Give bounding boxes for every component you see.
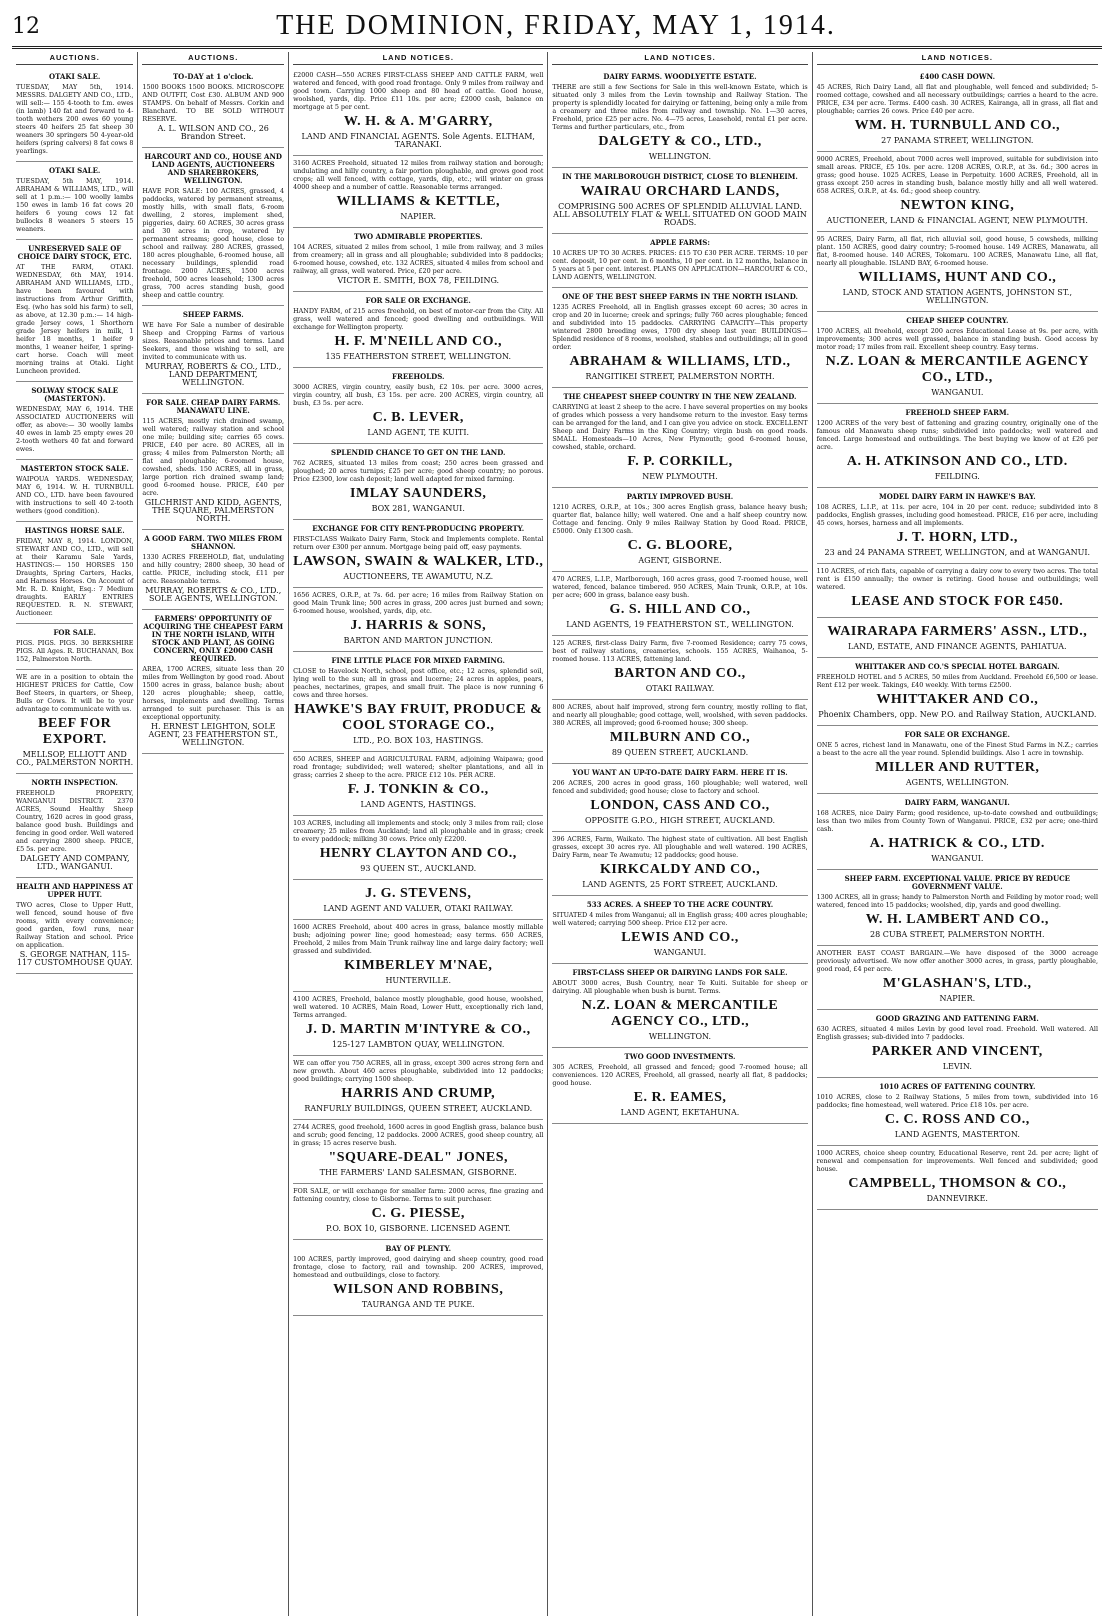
section-header: LAND NOTICES. [293, 54, 543, 65]
advertiser-address: HUNTERVILLE. [385, 976, 452, 985]
advertiser-name: LAWSON, SWAIN & WALKER, LTD., [293, 554, 544, 569]
ad-subheading: ONE OF THE BEST SHEEP FARMS IN THE NORTH ISLAND. [562, 292, 798, 301]
advertisement [817, 488, 1098, 564]
advertiser-name: NEWTON KING, [900, 198, 1015, 213]
advertiser-address: P.O. BOX 10, GISBORNE. LICENSED AGENT. [326, 1224, 511, 1233]
advertiser-address: OPPOSITE G.P.O., HIGH STREET, AUCKLAND. [584, 816, 776, 825]
advertisement [293, 368, 543, 444]
ad-body: FOR SALE, or will exchange for smaller farm: 2000 acres, fine grazing and fattening country, close to Gisborne. Terms to suit purchaser. [293, 1187, 544, 1203]
section-header: LAND NOTICES. [552, 54, 807, 65]
advertisement [142, 610, 284, 754]
advertisement [552, 700, 807, 764]
ad-body: 95 ACRES, Dairy Farm, all flat, rich alluvial soil, good house, 5 cowsheds, milking plant. 150 ACRES, good dairy country; 5-roomed house. 149 ACRES, Manawatu, all flat, 8-roomed house. 140 ACRES, Tokomaru. 100 ACRES, Manawatu Line, all flat, nearly all ploughable. ISLAND BAY, 6-roomed house. [816, 235, 1098, 267]
advertiser-address: LAND AGENT, EKETAHUNA. [620, 1108, 740, 1117]
advertisement [293, 752, 543, 816]
advertiser-name: LONDON, CASS AND CO., [590, 798, 770, 813]
advertisement [16, 68, 133, 162]
advertisement [293, 156, 543, 228]
ad-body: ONE 5 acres, richest land in Manawatu, one of the Finest Stud Farms in N.Z.; carries a beast to the acre all the year round. Splendid buildings. Also 1 acre in township. [816, 741, 1098, 757]
ad-subheading: SOLWAY STOCK SALE (MASTERTON). [31, 386, 119, 403]
advertiser-name: WAIRARAPA FARMERS' ASSN., LTD., [827, 624, 1088, 639]
advertisement [817, 1078, 1098, 1146]
ad-body: 1300 ACRES, all in grass; handy to Palmerston North and Feilding by motor road; well watered, fenced into 15 paddocks; woolshed, dip, yards and good dwelling. [816, 893, 1098, 909]
advertiser-address: LAND AGENT AND VALUER, OTAKI RAILWAY. [323, 904, 514, 913]
ad-subheading: 533 ACRES. A SHEEP TO THE ACRE COUNTRY. [586, 900, 774, 909]
ad-subheading: CHEAP SHEEP COUNTRY. [906, 316, 1009, 325]
advertisement [552, 896, 807, 964]
ad-subheading: IN THE MARLBOROUGH DISTRICT, CLOSE TO BLENHEIM. [562, 172, 798, 181]
advertiser-name: G. S. HILL AND CO., [609, 602, 751, 617]
advertisement [552, 288, 807, 388]
advertisement [552, 388, 807, 488]
advertisement [293, 1056, 543, 1120]
ad-subheading: EXCHANGE FOR CITY RENT-PRODUCING PROPERTY. [312, 524, 525, 533]
advertisement [552, 636, 807, 700]
ad-body: CARRYING at least 2 sheep to the acre. I have several properties on my books of grades which possess a very handsome return to the investor. Easy terms can be arranged for the land, and I can give you advice on stock. EXCELLENT Sheep and Dairy Farms in the King Country; virgin bush on good roads. SMALL Homesteads—10 Acres, New Plymouth; good 6-roomed house, cowshed, stable, orchard. [552, 403, 808, 451]
advertiser-address: LAND AGENTS, 19 FEATHERSTON ST., WELLINGTON. [566, 620, 794, 629]
ad-body: 1500 BOOKS 1500 BOOKS. MICROSCOPE AND OUTFIT, Cost £30. ALBUM AND 900 STAMPS. On behalf of Messrs. Corkin and Blanchard. TO BE SOLD WITHOUT RESERVE. [142, 83, 285, 123]
advertiser-address: MURRAY, ROBERTS & CO., LTD., LAND DEPARTMENT, WELLINGTON. [145, 362, 282, 387]
ad-subheading: BAY OF PLENTY. [385, 1244, 452, 1253]
advertisement [552, 572, 807, 636]
advertiser-name: F. J. TONKIN & CO., [347, 782, 489, 797]
ad-body: CLOSE to Havelock North, school, post office, etc.; 12 acres, splendid soil, lying well to the sun; all in grass and lucerne; 24 acres in apples, pears, peaches, nectarines, grapes, and small fruit. The place is now running 6 cows and three horses. [293, 667, 544, 699]
ad-body: 125 ACRES, first-class Dairy Farm, five 7-roomed Residence; carry 75 cows, best of railway stations, creameries, schools. 155 ACRES, Waihanoa, 5-roomed house. 113 ACRES, fattening land. [552, 639, 808, 663]
advertisement [293, 1120, 543, 1184]
ad-body: TWO acres, Close to Upper Hutt, well fenced, sound house of five rooms, with every convenience; good garden, fowl runs, near Railway Station and school. Price on application. [16, 901, 134, 949]
ad-body: 1600 ACRES Freehold, about 400 acres in grass, balance mostly millable bush; adjoining power line; good homestead; easy terms. 650 ACRES, Freehold, 2 miles from Main Trunk railway line and large dairy factory; well grassed and subdivided. [293, 923, 544, 955]
advertisement [817, 870, 1098, 946]
advertiser-name: MILLER AND RUTTER, [875, 760, 1040, 775]
advertiser-address: H. ERNEST LEIGHTON, SOLE AGENT, 23 FEATHERSTON ST., WELLINGTON. [148, 722, 278, 747]
ad-body: 168 ACRES, nice Dairy Farm; good residence, up-to-date cowshed and outbuildings; less than two miles from County Town of Wanganui. PRICE, £32 per acre; one-third cash. [816, 809, 1098, 833]
ad-subheading: TWO ADMIRABLE PROPERTIES. [353, 232, 483, 241]
advertiser-name: HAWKE'S BAY FRUIT, PRODUCE & COOL STORAGE CO., [294, 702, 543, 733]
advertiser-address: WELLINGTON. [648, 1032, 712, 1041]
advertiser-address: COMPRISING 500 ACRES OF SPLENDID ALLUVIAL LAND. ALL ABSOLUTELY FLAT & WELL SITUATED ON GOOD MAIN ROADS. [553, 202, 807, 227]
ad-subheading: FREEHOLD SHEEP FARM. [905, 408, 1010, 417]
advertiser-name: J. G. STEVENS, [365, 886, 472, 901]
advertisement [16, 382, 133, 460]
advertisement [142, 394, 284, 530]
advertisement [817, 312, 1098, 404]
ad-subheading: £400 CASH DOWN. [919, 72, 996, 81]
advertiser-name: E. R. EAMES, [633, 1090, 727, 1105]
section-header: LAND NOTICES. [817, 54, 1098, 65]
ad-subheading: 1010 ACRES OF FATTENING COUNTRY. [879, 1082, 1036, 1091]
ad-subheading: HARCOURT AND CO., HOUSE AND LAND AGENTS, AUCTIONEERS AND SHAREBROKERS, WELLINGTON. [144, 152, 282, 185]
advertiser-name: IMLAY SAUNDERS, [350, 486, 487, 501]
advertiser-address: LAND AND FINANCIAL AGENTS. Sole Agents. ELTHAM, TARANAKI. [301, 132, 535, 149]
advertiser-address: S. GEORGE NATHAN, 115-117 CUSTOMHOUSE QUAY. [16, 950, 133, 967]
advertiser-address: RANFURLY BUILDINGS, QUEEN STREET, AUCKLAND. [304, 1104, 533, 1113]
ad-body: 3160 ACRES Freehold, situated 12 miles from railway station and borough; undulating and hilly country, a fair portion ploughable, and grows good root crops; all well fenced, with cottage, yards, dip, etc.; will winter on grass 4000 sheep and a number of cattle. Reasonable terms arranged. [293, 159, 544, 191]
ad-body: 1000 ACRES, choice sheep country, Educational Reserve, rent 2d. per acre; light of renewal and compensation for improvements. Well fenced and subdivided; good house. [816, 1149, 1098, 1173]
advertiser-name: MILBURN AND CO., [609, 730, 751, 745]
advertisement [817, 618, 1098, 658]
ad-subheading: GOOD GRAZING AND FATTENING FARM. [875, 1014, 1039, 1023]
ad-body: 9000 ACRES, Freehold, about 7000 acres well improved, suitable for subdivision into small areas. PRICE, £5 10s. per acre. 1208 ACRES, O.R.P., at 3s. 6d.; 300 acres in grass; good house. 1025 ACRES, Lease in Perpetuity. 1600 ACRES, Freehold, all in grass except 250 acres in standing bush, balance mostly hilly and all well watered. 658 ACRES, O.R.P., at 4s. 6d.; good sheep country. [816, 155, 1098, 195]
advertiser-address: LTD., P.O. BOX 103, HASTINGS. [353, 736, 484, 745]
advertisement [142, 68, 284, 148]
advertisement [552, 764, 807, 832]
advertisement [293, 1184, 543, 1240]
ad-body: 108 ACRES, L.I.P., at 11s. per acre, 104 in 20 per cent. reduce; subdivided into 8 paddocks, English grasses, including good homestead. PRICE, £16 per acre, including 45 cows, horses, harness and all implements. [816, 503, 1098, 527]
advertiser-name: KIRKCALDY AND CO., [599, 862, 761, 877]
ad-subheading: FINE LITTLE PLACE FOR MIXED FARMING. [331, 656, 505, 665]
ad-subheading: MASTERTON STOCK SALE. [20, 464, 129, 473]
ad-body: 104 ACRES, situated 2 miles from school, 1 mile from railway, and 3 miles from creamery; all in grass and all ploughable; subdivided into 8 paddocks; 6-roomed house, cowshed, etc. 132 ACRES, situated 4 miles from school and railway, all grass, well watered. Price, £20 per acre. [293, 243, 544, 275]
ad-body: £2000 CASH—550 ACRES FIRST-CLASS SHEEP AND CATTLE FARM, well watered and fenced, with good road frontage. Only 9 miles from railway and good town. Carrying 1000 sheep and 80 head of cattle. Good house, woolshed, yards, dip. Price £11 10s. per acre; £2000 cash, balance on mortgage at 5 per cent. [293, 71, 544, 111]
advertiser-name: ABRAHAM & WILLIAMS, LTD., [569, 354, 791, 369]
advertisement [817, 68, 1098, 152]
advertisement [817, 946, 1098, 1010]
advertiser-address: FEILDING. [934, 472, 980, 481]
ad-body: 1700 ACRES, all freehold, except 200 acres Educational Lease at 9s. per acre, with improvements; 300 acres well grassed, balance in standing bush. Good access by motor road; 17 miles from rail. Excellent sheep country. Easy terms. [816, 327, 1098, 351]
advertiser-address: OTAKI RAILWAY. [645, 684, 715, 693]
ad-body: 103 ACRES, including all implements and stock; only 3 miles from rail; close creamery; 25 miles from Auckland; land all ploughable and in grass; creek to every paddock; milking 30 cows. Price only £2200. [293, 819, 544, 843]
advertiser-address: LAND AGENTS, 25 FORT STREET, AUCKLAND. [582, 880, 778, 889]
ad-body: 630 ACRES, situated 4 miles Levin by good level road. Freehold. Well watered. All English grasses; sub-divided into 7 paddocks. [816, 1025, 1098, 1041]
ad-body: 100 ACRES, partly improved, good dairying and sheep country, good road frontage, close to factory, rail and township. 200 ACRES, improved, homestead and outbuildings, close to factory. [293, 1255, 544, 1279]
advertiser-address: NEW PLYMOUTH. [642, 472, 718, 481]
advertiser-name: BEEF FOR EXPORT. [38, 716, 112, 747]
ad-subheading: FIRST-CLASS SHEEP OR DAIRYING LANDS FOR SALE. [572, 968, 788, 977]
ad-body: 650 ACRES, SHEEP and AGRICULTURAL FARM, adjoining Waipawa; good road frontage; subdivided; well watered; shelter plantations, and all in grass; carries 2 sheep to the acre. PRICE £12 10s. PER ACRE. [293, 755, 544, 779]
advertisement [293, 880, 543, 920]
advertiser-address: DANNEVIRKE. [926, 1194, 988, 1203]
advertisement [552, 832, 807, 896]
ad-body: WE have For Sale a number of desirable Sheep and Cropping Farms of various sizes. Reasonable prices and terms. Land Seekers, and those wishing to sell, are invited to communicate with us. [142, 321, 285, 361]
advertiser-address: 89 QUEEN STREET, AUCKLAND. [611, 748, 749, 757]
advertisement [16, 878, 133, 974]
advertiser-name: J. T. HORN, LTD., [896, 530, 1018, 545]
ad-subheading: A GOOD FARM. TWO MILES FROM SHANNON. [144, 534, 283, 551]
advertiser-address: BOX 281, WANGANUI. [371, 504, 465, 513]
ad-subheading: MODEL DAIRY FARM IN HAWKE'S BAY. [878, 492, 1036, 501]
advertiser-name: N.Z. LOAN & MERCANTILE AGENCY CO., LTD., [581, 998, 779, 1029]
advertiser-address: DALGETY AND COMPANY, LTD., WANGANUI. [19, 854, 130, 871]
advertisement [817, 1146, 1098, 1210]
ad-body: 1235 ACRES Freehold, all in English grasses except 60 acres; 30 acres in crop and 20 in lucerne; creek and springs; fully 760 acres ploughable; fenced and subdivided into 15 paddocks. CARRYING CAPACITY—This property wintered 2800 breeding ewes, 1700 dry sheep last year. BUILDINGS—Splendid residence of 8 rooms, woolshed, stables and outbuildings; all in good order. [552, 303, 808, 351]
section-header: AUCTIONS. [16, 54, 133, 65]
ad-subheading: SPLENDID CHANCE TO GET ON THE LAND. [331, 448, 506, 457]
advertisement [293, 520, 543, 588]
advertisement [552, 488, 807, 572]
ad-subheading: OTAKI SALE. [49, 166, 101, 175]
ad-body: 110 ACRES, of rich flats, capable of carrying a dairy cow to every two acres. The total rent is £150 annually; the owner is retiring. Good house and outbuildings; well watered. [816, 567, 1098, 591]
advertiser-address: 93 QUEEN ST., AUCKLAND. [360, 864, 477, 873]
ad-body: WEDNESDAY, MAY 6, 1914. THE ASSOCIATED AUCTIONEERS will offer, as above:— 30 woolly lambs 40 ewes in lamb 25 empty ewes 20 2-tooth wethers 40 fat and forward ewes. [16, 405, 134, 453]
column-3 [289, 52, 548, 1616]
ad-subheading: SHEEP FARMS. [182, 310, 244, 319]
ad-body: HAVE FOR SALE: 100 ACRES, grassed, 4 paddocks, watered by permanent streams, mostly hills, with small flats, 6-room dwelling, 2 stores, implement shed, piggeries, dairy. 60 ACRES, 30 acres grass and 30 acres in crop, watered by permanent streams; good house, close to school and railway. 280 ACRES, grassed, 180 acres ploughable, 6-roomed house, all necessary buildings, splendid road frontage. 2000 ACRES, 1500 acres freehold, 500 acres leasehold; 1300 acres grass, 700 acres standing bush, good sheep and cattle country. [142, 187, 285, 299]
advertisement [293, 920, 543, 992]
ad-body: FIRST-CLASS Waikato Dairy Farm, Stock and Implements complete. Rental return over £300 per annum. Mortgage being paid off, easy payments. [293, 535, 544, 551]
ad-body: ABOUT 3000 acres, Bush Country, near Te Kuiti. Suitable for sheep or dairying. All ploughable when bush is burnt. Terms. [552, 979, 808, 995]
columns [12, 52, 1102, 1616]
ad-subheading: NORTH INSPECTION. [31, 778, 118, 787]
advertiser-address: A. L. WILSON AND CO., 26 Brandon Street. [157, 124, 269, 141]
advertisement [293, 444, 543, 520]
column-1 [12, 52, 138, 1616]
advertisement [142, 530, 284, 610]
ad-body: HANDY FARM, of 215 acres freehold, on best of motor-car from the City. All grass, well watered and fenced; good dwelling and outbuildings. Will exchange for Wellington property. [293, 307, 544, 331]
ad-body: TUESDAY, MAY 5th, 1914. MESSRS. DALGETY AND CO., LTD., will sell:— 155 4-tooth to f.m. ewes (in lamb) 140 fat and forward to 4-tooth wethers 200 ewes 60 young steers 40 heifers 25 fat sheep 30 weaners 30 springers 50 4-year-old heifers (spring calvers) 8 fat cows 8 yearlings. [16, 83, 134, 155]
advertiser-name: C. G. BLOORE, [627, 538, 733, 553]
advertiser-address: WELLINGTON. [648, 152, 712, 161]
advertiser-name: J. HARRIS & SONS, [350, 618, 487, 633]
advertisement [817, 564, 1098, 618]
ad-body: 3000 ACRES, virgin country, easily bush, £2 10s. per acre. 3000 acres, virgin country, all bush, £3 15s. per acre. 200 ACRES, virgin country, all bush, £3 5s. per acre. [293, 383, 544, 407]
ad-subheading: YOU WANT AN UP-TO-DATE DAIRY FARM. HERE IT IS. [572, 768, 788, 777]
advertiser-name: J. D. MARTIN M'INTYRE & CO., [305, 1022, 531, 1037]
advertiser-address: LAND AGENTS, MASTERTON. [894, 1130, 1020, 1139]
advertisement [817, 726, 1098, 794]
ad-subheading: WHITTAKER AND CO.'S SPECIAL HOTEL BARGAIN. [855, 662, 1060, 671]
ad-subheading: FOR SALE. [53, 628, 96, 637]
advertiser-address: AGENT, GISBORNE. [638, 556, 722, 565]
ad-body: 4100 ACRES, Freehold, balance mostly ploughable, good house, woolshed, well watered. 10 ACRES, Main Road, Lower Hutt, exceptionally rich land, Terms arranged. [293, 995, 544, 1019]
advertiser-name: WILLIAMS & KETTLE, [336, 194, 500, 209]
advertiser-address: 125-127 LAMBTON QUAY, WELLINGTON. [332, 1040, 505, 1049]
advertisement [293, 992, 543, 1056]
advertiser-address: LAND, ESTATE, AND FINANCE AGENTS, PAHIATUA. [848, 642, 1067, 651]
ad-body: 1330 ACRES FREEHOLD, flat, undulating and hilly country; 2800 sheep, 30 head of cattle. PRICE, including stock, £11 per acre. Reasonable terms. [142, 553, 285, 585]
ad-subheading: PARTLY IMPROVED BUSH. [626, 492, 734, 501]
ad-subheading: HASTINGS HORSE SALE. [24, 526, 125, 535]
advertisement [293, 1240, 543, 1316]
ad-body: FRIDAY, MAY 8, 1914. LONDON, STEWART AND CO., LTD., will sell at their Karamu Sale Yards, HASTINGS:— 150 HORSES 150 Draughts, Spring Carters, Hacks, and Harness Horses. On Account of Mr. R. D. Knight, Esq.: 7 Medium draughts. EARLY ENTRIES REQUESTED. R. N. STEWART, Auctioneer. [16, 537, 134, 617]
advertisement [817, 794, 1098, 870]
advertiser-name: DALGETY & CO., LTD., [598, 134, 762, 149]
advertiser-address: AGENTS, WELLINGTON. [905, 778, 1009, 787]
advertiser-address: MURRAY, ROBERTS & CO., LTD., SOLE AGENTS, WELLINGTON. [145, 586, 282, 603]
ad-subheading: HEALTH AND HAPPINESS AT UPPER HUTT. [16, 882, 133, 899]
ad-body: 1200 ACRES of the very best of fattening and grazing country, originally one of the famous old Manawatu sheep runs; subdivided into paddocks; well watered and fenced. Large homestead and outbuildings. The best buying we know of at £26 per acre. [816, 419, 1098, 451]
advertisement [293, 816, 543, 880]
advertiser-name: M'GLASHAN'S, LTD., [883, 976, 1032, 991]
advertiser-name: WILLIAMS, HUNT AND CO., [858, 270, 1057, 285]
advertisement [552, 168, 807, 234]
advertisement [552, 964, 807, 1048]
advertisement [293, 652, 543, 752]
advertisement [552, 1048, 807, 1124]
advertisement [817, 232, 1098, 312]
ad-body: 762 ACRES, situated 13 miles from coast; 250 acres been grassed and ploughed; 20 acres turnips; £25 per acre; good sheep country; no porous. Price £2300, low cash deposit; land well adapted for mixed farming. [293, 459, 544, 483]
advertisement [817, 404, 1098, 488]
advertisement [142, 148, 284, 306]
advertiser-address: 27 PANAMA STREET, WELLINGTON. [881, 136, 1034, 145]
ad-body: 470 ACRES, L.I.P., Marlborough, 160 acres grass, good 7-roomed house, well watered, fenced, balance timbered. 950 ACRES, Main Trunk, O.R.P., at 10s. per acre; 600 in grass, balance easy bush. [552, 575, 808, 599]
ad-body: 1010 ACRES, close to 2 Railway Stations, 5 miles from town, subdivided into 16 paddocks; fine homestead, well watered. Price £18 10s. per acre. [816, 1093, 1098, 1109]
ad-body: 45 ACRES, Rich Dairy Land, all flat and ploughable, well fenced and subdivided; 5-roomed cottage, cowshed and all necessary outbuildings; carries a heard to the acre. PRICE, £34 per acre. Terms. £400 cash. 30 ACRES, Kairanga, all in grass, all flat and ploughable; carries 26 cows. Price £40 per acre. [816, 83, 1098, 115]
ad-body: 1656 ACRES, O.R.P., at 7s. 6d. per acre; 16 miles from Railway Station on good Main Trunk line; 500 acres in grass, 200 acres just burned and sown; 6-roomed house, woolshed, yards, dip, etc. [293, 591, 544, 615]
ad-body: SITUATED 4 miles from Wanganui; all in English grass; 400 acres ploughable; well watered; carrying 500 sheep. Price £12 per acre. [552, 911, 808, 927]
advertiser-name: PARKER AND VINCENT, [871, 1044, 1043, 1059]
ad-body: 396 ACRES, Farm, Waikato. The highest state of cultivation. All best English grasses, except 30 acres rye. All ploughable and well watered. 190 ACRES, Dairy Farm, near Te Awamutu; 12 paddocks; good house. [552, 835, 808, 859]
advertiser-name: C. G. PIESSE, [371, 1206, 465, 1221]
advertiser-name: W. H. & A. M'GARRY, [343, 114, 493, 129]
ad-body: ANOTHER EAST COAST BARGAIN.—We have disposed of the 3000 acreage previously advertised. We now offer another 3000 acres, in grass, partly ploughable, good road, £4 per acre. [816, 949, 1098, 973]
advertisement [16, 624, 133, 670]
ad-body: 800 ACRES, about half improved, strong fern country, mostly rolling to flat, and nearly all ploughable; good cottage, well, woolshed, with seven paddocks. 380 ACRES, all improved; good 6-roomed house; 300 sheep. [552, 703, 808, 727]
advertisement [142, 306, 284, 394]
advertisement [293, 588, 543, 652]
advertiser-name: C. C. ROSS AND CO., [884, 1112, 1030, 1127]
ad-subheading: FOR SALE. CHEAP DAIRY FARMS. MANAWATU LINE. [146, 398, 281, 415]
advertisement [552, 234, 807, 288]
advertiser-name: CAMPBELL, THOMSON & CO., [848, 1176, 1067, 1191]
ad-body: 2744 ACRES, good freehold, 1600 acres in good English grass, balance bush and scrub; good fencing, 12 paddocks. 2000 ACRES, good sheep country, all in grass; 15 acres reserve bush. [293, 1123, 544, 1147]
advertiser-name: W. H. LAMBERT AND CO., [865, 912, 1049, 927]
advertisement [16, 670, 133, 774]
advertiser-address: WANGANUI. [931, 854, 984, 863]
ad-subheading: THE CHEAPEST SHEEP COUNTRY IN THE NEW ZEALAND. [563, 392, 797, 401]
column-4 [548, 52, 812, 1616]
advertiser-name: KIMBERLEY M'NAE, [344, 958, 493, 973]
advertiser-address: GILCHRIST AND KIDD, AGENTS, THE SQUARE, PALMERSTON NORTH. [144, 498, 282, 523]
advertiser-address: WANGANUI. [653, 948, 707, 957]
advertiser-name: F. P. CORKILL, [627, 454, 733, 469]
advertiser-address: BARTON AND MARTON JUNCTION. [343, 636, 493, 645]
advertiser-address: 28 CUBA STREET, PALMERSTON NORTH. [870, 930, 1045, 939]
column-2 [138, 52, 289, 1616]
advertiser-name: A. H. ATKINSON AND CO., LTD. [846, 454, 1068, 469]
ad-subheading: FOR SALE OR EXCHANGE. [365, 296, 471, 305]
advertisement [817, 1010, 1098, 1078]
advertiser-name: WAIRAU ORCHARD LANDS, [580, 184, 780, 199]
advertisement [16, 522, 133, 624]
advertisement [817, 152, 1098, 232]
advertiser-name: WILSON AND ROBBINS, [333, 1282, 504, 1297]
ad-body: 1210 ACRES, O.R.P., at 10s.; 300 acres English grass, balance heavy bush; quarter flat, balance hilly; well watered. One and a half sheep country now. Cottage and fencing. Only 9 miles Railway Station by Good Road. PRICE, £5000. Only £1300 cash. [552, 503, 808, 535]
advertisement [16, 460, 133, 522]
advertiser-address: AUCTIONEERS, TE AWAMUTU, N.Z. [343, 572, 494, 581]
advertiser-name: N.Z. LOAN & MERCANTILE AGENCY CO., LTD., [825, 354, 1090, 385]
advertiser-address: VICTOR E. SMITH, BOX 78, FEILDING. [337, 276, 500, 285]
newspaper-title: THE DOMINION, FRIDAY, MAY 1, 1914. [276, 10, 836, 41]
advertiser-address: THE FARMERS' LAND SALESMAN, GISBORNE. [319, 1168, 517, 1177]
advertiser-address: TAURANGA AND TE PUKE. [361, 1300, 475, 1309]
advertisement [16, 774, 133, 878]
advertisement [16, 162, 133, 240]
ad-body: FREEHOLD PROPERTY, WANGANUI DISTRICT. 2370 ACRES, Sound Healthy Sheep Country, 1620 acres in good grass, balance good bush. Buildings and fencing in good order. Well watered and carrying 2800 sheep. PRICE, £5 5s. per acre. [16, 789, 134, 853]
ad-subheading: FOR SALE OR EXCHANGE. [904, 730, 1010, 739]
ad-subheading: UNRESERVED SALE OF CHOICE DAIRY STOCK, ETC. [17, 244, 132, 261]
ad-subheading: OTAKI SALE. [49, 72, 101, 81]
advertiser-address: RANGITIKEI STREET, PALMERSTON NORTH. [585, 372, 775, 381]
ad-body: AREA, 1700 ACRES, situate less than 20 miles from Wellington by good road. About 1500 acres in grass, balance bush; about 120 acres ploughable; sheep, cattle, horses, implements and dwelling. Terms arranged to suit purchaser. This is an exceptional opportunity. [142, 665, 285, 721]
ad-body: WE can offer you 750 ACRES, all in grass, except 300 acres strong fern and new growth. About 460 acres ploughable, subdivided into 12 paddocks; good buildings; carrying 1500 sheep. [293, 1059, 544, 1083]
advertiser-address: LAND AGENT, TE KUITI. [367, 428, 470, 437]
advertiser-address: MELLSOP, ELLIOTT AND CO., PALMERSTON NORTH. [16, 750, 134, 767]
ad-body: FREEHOLD HOTEL and 5 ACRES, 50 miles from Auckland. Freehold £6,500 or lease. Rent £12 per week. Takings, £40 weekly. With terms £2500. [816, 673, 1098, 689]
ad-body: THERE are still a few Sections for Sale in this well-known Estate, which is situated only 3 miles from the Levin township and Railway Station. The property is splendidly located for dairying or fattening, being only a mile from a creamery and three miles from railway and township. No. 1—30 acres, Freehold, price £25 per acre. No. 4—75 acres, Leasehold, rental £1 per acre. Terms and further particulars, etc., from [552, 83, 808, 131]
section-header: AUCTIONS. [142, 54, 284, 65]
advertiser-address: 135 FEATHERSTON STREET, WELLINGTON. [325, 352, 512, 361]
ad-body: 115 ACRES, mostly rich drained swamp, well watered; railway station and school one mile; building site; carries 65 cows. PRICE, £40 per acre. 80 ACRES, all in grass; 4 miles from Palmerston North; all flat and ploughable; 6-roomed house, cowshed, sheds. 150 ACRES, all in grass, large portion rich drained swamp land; good 6-roomed house. PRICE, £40 per acre. [142, 417, 285, 497]
ad-body: 305 ACRES, Freehold, all grassed and fenced; good 7-roomed house; all conveniences. 120 ACRES, Freehold, all grassed, nearly all flat, 8 paddocks; good house. [552, 1063, 808, 1087]
ad-body: 10 ACRES UP TO 30 ACRES. PRICES: £15 TO £30 PER ACRE. TERMS: 10 per cent. deposit, 10 per cent. in 6 months, 10 per cent. in 12 months, balance in 5 years at 5 per cent. interest. PLANS ON APPLICATION—HARCOURT & CO., LAND AGENTS, WELLINGTON. [552, 249, 808, 281]
advertiser-name: WM. H. TURNBULL AND CO., [854, 118, 1061, 133]
ad-subheading: FARMERS' OPPORTUNITY OF ACQUIRING THE CHEAPEST FARM IN THE NORTH ISLAND, WITH STOCK AND PLANT, AS GOING CONCERN, ONLY £2000 CASH REQUIRED. [143, 614, 284, 663]
advertiser-name: WHITTAKER AND CO., [876, 692, 1039, 707]
advertiser-address: LAND AGENTS, HASTINGS. [360, 800, 477, 809]
ad-subheading: FREEHOLDS. [392, 372, 445, 381]
advertiser-address: NAPIER. [939, 994, 976, 1003]
column-5 [813, 52, 1102, 1616]
advertiser-name: HENRY CLAYTON AND CO., [319, 846, 517, 861]
ad-subheading: DAIRY FARM, WANGANUI. [904, 798, 1010, 807]
ad-body: PIGS. PIGS. PIGS. 30 BERKSHIRE PIGS. All Ages. R. BUCHANAN, Box 152, Palmerston North. [16, 639, 134, 663]
ad-subheading: APPLE FARMS: [650, 238, 710, 247]
advertiser-address: NAPIER. [400, 212, 437, 221]
ad-subheading: TWO GOOD INVESTMENTS. [624, 1052, 736, 1061]
ad-body: WAIPOUA YARDS. WEDNESDAY, MAY 6, 1914. W. H. TURNBULL AND CO., LTD. have been favoured with instructions to sell 40 2-tooth wethers (good condition). [16, 475, 134, 515]
advertiser-address: Phoenix Chambers, opp. New P.O. and Railway Station, AUCKLAND. [818, 710, 1097, 719]
advertiser-name: LEASE AND STOCK FOR £450. [851, 594, 1064, 609]
advertiser-address: LEVIN. [942, 1062, 972, 1071]
advertiser-address: LAND, STOCK AND STATION AGENTS, JOHNSTON ST., WELLINGTON. [842, 288, 1072, 305]
advertiser-name: A. HATRICK & CO., LTD. [869, 836, 1045, 851]
advertiser-name: "SQUARE-DEAL" JONES, [328, 1150, 509, 1165]
ad-body: AT THE FARM, OTAKI. WEDNESDAY, 6th MAY, 1914. ABRAHAM AND WILLIAMS, LTD., have been favoured with instructions from Arthur Griffith, Esq. (who has sold his farm) to sell, as above, at 12.30 p.m.:— 14 high-grade Jersey cows, 1 Shorthorn grade Jersey heifers in milk, 1 heifer 18 months, 1 heifer 9 months, 1 weaner heifer, 1 spring-cart horse. Coach will meet morning trains at Otaki. Light Luncheon provided. [16, 263, 134, 375]
ad-subheading: SHEEP FARM. EXCEPTIONAL VALUE. PRICE BY REDUCE GOVERNMENT VALUE. [844, 874, 1070, 891]
ad-subheading: DAIRY FARMS. WOODLYETTE ESTATE. [603, 72, 757, 81]
ad-body: WE are in a position to obtain the HIGHEST PRICES for Cattle, Cow Beef Steers, in quarters, or Sheep, Bulls or Cows. It will be to your advantage to communicate with us. [16, 673, 134, 713]
advertiser-name: H. F. M'NEILL AND CO., [334, 334, 503, 349]
advertiser-name: C. B. LEVER, [372, 410, 464, 425]
advertiser-address: AUCTIONEER, LAND & FINANCIAL AGENT, NEW PLYMOUTH. [826, 216, 1088, 225]
advertiser-address: WANGANUI. [931, 388, 984, 397]
advertiser-name: LEWIS AND CO., [621, 930, 739, 945]
advertiser-address: 23 and 24 PANAMA STREET, WELLINGTON, and at WANGANUI. [824, 548, 1091, 557]
advertisement [817, 658, 1098, 726]
advertisement [293, 292, 543, 368]
advertisement [552, 68, 807, 168]
ad-body: 206 ACRES, 200 acres in good grass, 160 ploughable; well watered, well fenced and subdivided; good house; close to factory and school. [552, 779, 808, 795]
page-number: 12 [12, 13, 40, 39]
ad-body: TUESDAY, 5th MAY, 1914. ABRAHAM & WILLIAMS, LTD., will sell at 1 p.m.:— 100 woolly lambs 150 ewes in lamb 16 fat cows 20 heifers 6 young cows 12 fat bullocks 8 weaners 5 steers 15 weaners. [16, 177, 134, 233]
ad-subheading: TO-DAY at 1 o'clock. [172, 72, 254, 81]
masthead [12, 6, 1102, 49]
advertiser-name: HARRIS AND CRUMP, [341, 1086, 496, 1101]
advertiser-name: BARTON AND CO., [614, 666, 746, 681]
advertisement [16, 240, 133, 382]
advertisement [293, 68, 543, 156]
advertisement [293, 228, 543, 292]
